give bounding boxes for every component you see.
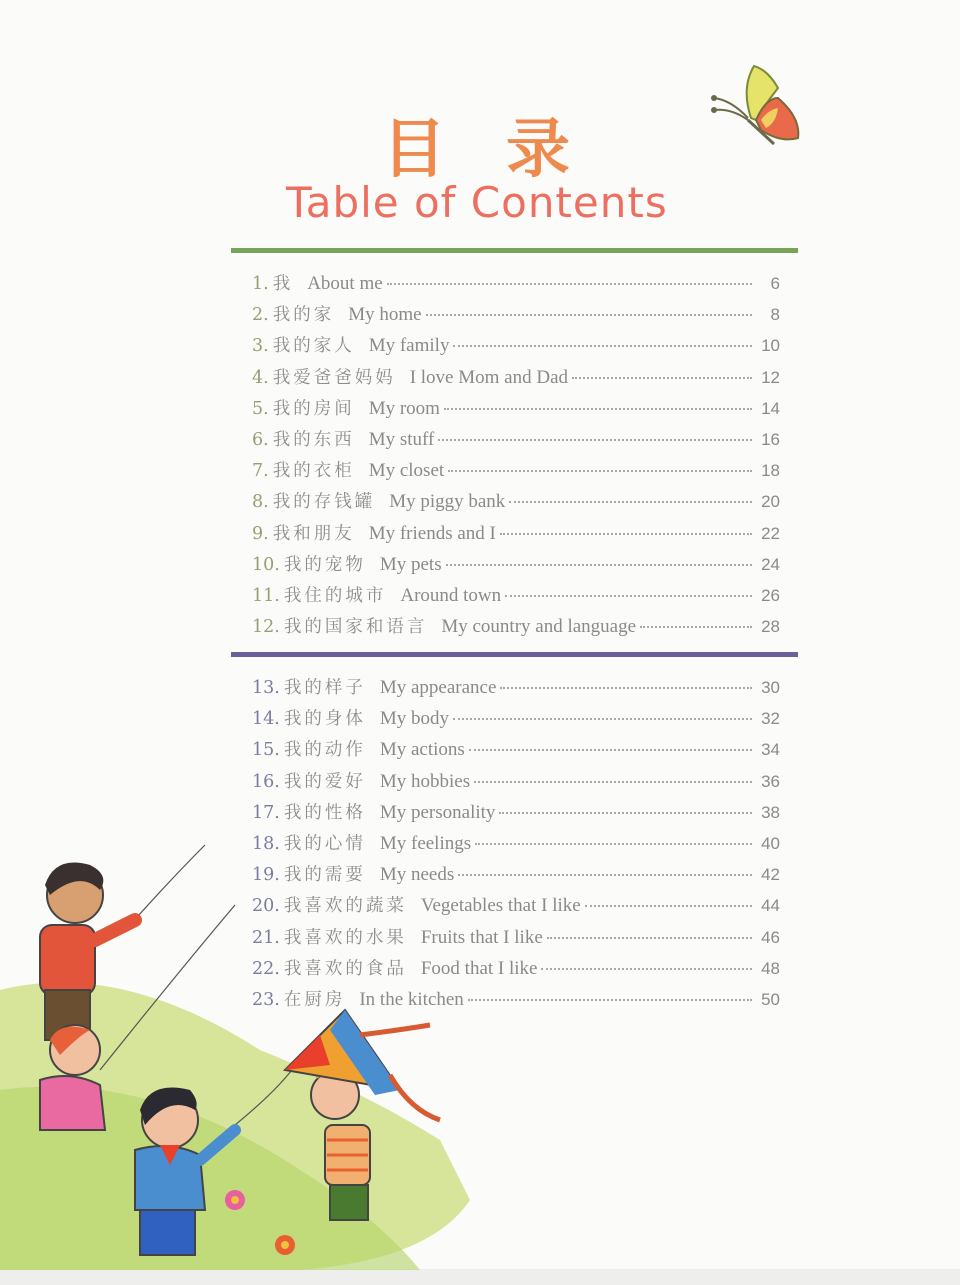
section-divider-green [231, 248, 798, 253]
entry-title-en: About me [307, 273, 383, 294]
entry-number: 7. [252, 461, 269, 482]
dot-leader [475, 843, 752, 845]
entry-title-cn: 在厨房 [283, 989, 346, 1010]
entry-title-en: I love Mom and Dad [409, 366, 569, 388]
toc-entry[interactable] [252, 674, 780, 705]
entry-page: 34 [761, 740, 780, 760]
entry-number: 8. [252, 492, 269, 513]
entry-number: 23. [252, 989, 280, 1010]
entry-number: 12. [252, 617, 280, 638]
entry-page: 26 [761, 585, 780, 605]
entry-number: 3. [252, 336, 269, 357]
entry-number: 18. [252, 833, 280, 854]
dot-leader [474, 781, 752, 783]
entry-page: 14 [761, 398, 780, 418]
entry-title-en: My home [348, 304, 422, 326]
toc-entry[interactable] [252, 768, 780, 799]
entry-title-en: My country and language [441, 616, 637, 638]
entry-page: 8 [770, 305, 780, 325]
entry-title-en: My closet [368, 460, 445, 482]
dot-leader [640, 626, 752, 628]
entry-number: 9. [252, 523, 269, 544]
entry-page: 50 [761, 989, 780, 1009]
entry-number: 17. [252, 802, 280, 823]
dot-leader [458, 874, 752, 876]
entry-title-en: My appearance [379, 677, 497, 698]
toc-entry[interactable] [252, 426, 780, 457]
entry-number: 10. [252, 554, 280, 575]
entry-title-cn: 我的性格 [283, 802, 366, 823]
toc-entry[interactable] [252, 457, 780, 488]
entry-number: 20. [252, 896, 280, 917]
entry-number: 4. [252, 367, 269, 388]
entry-number: 1. [252, 274, 269, 294]
entry-title-cn: 我的宠物 [283, 554, 366, 575]
entry-title-cn: 我的家 [272, 305, 335, 326]
entry-title-cn: 我的房间 [272, 398, 355, 419]
dot-leader [438, 439, 752, 441]
entry-title-en: My stuff [368, 428, 435, 450]
entry-title-en: My room [368, 397, 440, 419]
title-english: Table of Contents [286, 178, 668, 227]
butterfly-icon [706, 58, 806, 148]
entry-title-cn: 我的存钱罐 [272, 492, 376, 513]
section-divider-purple [231, 652, 798, 657]
dot-leader [453, 345, 752, 347]
entry-page: 12 [761, 367, 780, 387]
entry-title-cn: 我的衣柜 [272, 461, 355, 482]
entry-title-en: Vegetables that I like [420, 895, 581, 917]
entry-number: 22. [252, 958, 280, 979]
toc-entry[interactable] [252, 270, 780, 301]
entry-title-cn: 我的需要 [283, 865, 366, 886]
entry-title-cn: 我和朋友 [272, 523, 355, 544]
entry-title-cn: 我的样子 [283, 678, 366, 698]
entry-page: 20 [761, 492, 780, 512]
entry-title-en: In the kitchen [359, 988, 464, 1010]
toc-entry[interactable] [252, 395, 780, 426]
dot-leader [572, 377, 752, 379]
entry-title-en: My personality [379, 801, 496, 823]
dot-leader [505, 595, 752, 597]
entry-title-en: My hobbies [379, 770, 471, 792]
entry-title-en: Around town [400, 584, 502, 606]
entry-title-cn: 我爱爸爸妈妈 [272, 367, 396, 388]
dot-leader [444, 408, 752, 410]
entry-number: 11. [252, 585, 280, 606]
entry-title-en: My actions [379, 739, 465, 761]
dot-leader [426, 314, 752, 316]
toc-section-1 [252, 270, 780, 644]
dot-leader [448, 470, 752, 472]
entry-title-en: My piggy bank [389, 491, 506, 513]
toc-entry[interactable] [252, 488, 780, 519]
entry-page: 28 [761, 617, 780, 637]
toc-entry[interactable] [252, 520, 780, 551]
toc-entry[interactable] [252, 799, 780, 830]
entry-title-cn: 我的爱好 [283, 771, 366, 792]
dot-leader [547, 937, 752, 939]
entry-number: 19. [252, 865, 280, 886]
dot-leader [453, 718, 752, 720]
entry-title-cn: 我喜欢的蔬菜 [283, 896, 407, 917]
entry-page: 48 [761, 958, 780, 978]
toc-entry[interactable] [252, 736, 780, 767]
toc-entry[interactable] [252, 301, 780, 332]
entry-title-cn: 我的国家和语言 [283, 617, 428, 638]
dot-leader [541, 968, 752, 970]
entry-title-cn: 我的心情 [283, 833, 366, 854]
entry-number: 21. [252, 927, 280, 948]
entry-number: 5. [252, 398, 269, 419]
entry-page: 22 [761, 523, 780, 543]
toc-entry[interactable] [252, 332, 780, 363]
entry-page: 38 [761, 802, 780, 822]
dot-leader [387, 283, 752, 285]
dot-leader [469, 749, 752, 751]
entry-title-en: My body [379, 708, 449, 730]
entry-page: 16 [761, 429, 780, 449]
dot-leader [446, 564, 752, 566]
dot-leader [500, 533, 752, 535]
entry-page: 10 [761, 336, 780, 356]
entry-title-en: Food that I like [420, 957, 538, 979]
dot-leader [468, 999, 752, 1001]
entry-page: 18 [761, 461, 780, 481]
dot-leader [585, 905, 752, 907]
entry-title-cn: 我住的城市 [283, 585, 387, 606]
title-chinese: 目录 [382, 113, 630, 187]
entry-page: 6 [770, 274, 780, 293]
entry-page: 32 [761, 709, 780, 729]
entry-title-en: My friends and I [368, 522, 496, 544]
entry-number: 13. [252, 678, 280, 698]
dot-leader [509, 501, 752, 503]
entry-number: 2. [252, 305, 269, 326]
entry-page: 46 [761, 927, 780, 947]
entry-number: 15. [252, 740, 280, 761]
dot-leader [499, 812, 752, 814]
entry-title-en: Fruits that I like [420, 926, 543, 948]
toc-entry[interactable] [252, 613, 780, 644]
entry-number: 14. [252, 709, 280, 730]
toc-entry[interactable] [252, 705, 780, 736]
entry-page: 24 [761, 554, 780, 574]
entry-title-cn: 我 [272, 274, 294, 294]
entry-title-cn: 我的家人 [272, 336, 355, 357]
entry-title-cn: 我的身体 [283, 709, 366, 730]
entry-number: 6. [252, 429, 269, 450]
dot-leader [500, 687, 752, 689]
entry-number: 16. [252, 771, 280, 792]
entry-page: 40 [761, 833, 780, 853]
entry-title-en: My family [368, 335, 450, 357]
entry-title-en: My needs [379, 864, 455, 886]
entry-title-en: My feelings [379, 832, 472, 854]
toc-entry[interactable] [252, 582, 780, 613]
entry-page: 30 [761, 678, 780, 697]
entry-title-cn: 我的动作 [283, 740, 366, 761]
toc-entry[interactable] [252, 551, 780, 582]
toc-entry[interactable] [252, 364, 780, 395]
entry-title-en: My pets [379, 553, 442, 575]
entry-page: 44 [761, 896, 780, 916]
entry-title-cn: 我喜欢的水果 [283, 927, 407, 948]
entry-page: 36 [761, 771, 780, 791]
entry-page: 42 [761, 865, 780, 885]
entry-title-cn: 我喜欢的食品 [283, 958, 407, 979]
entry-title-cn: 我的东西 [272, 429, 355, 450]
children-flying-kites-illustration [0, 840, 470, 1280]
